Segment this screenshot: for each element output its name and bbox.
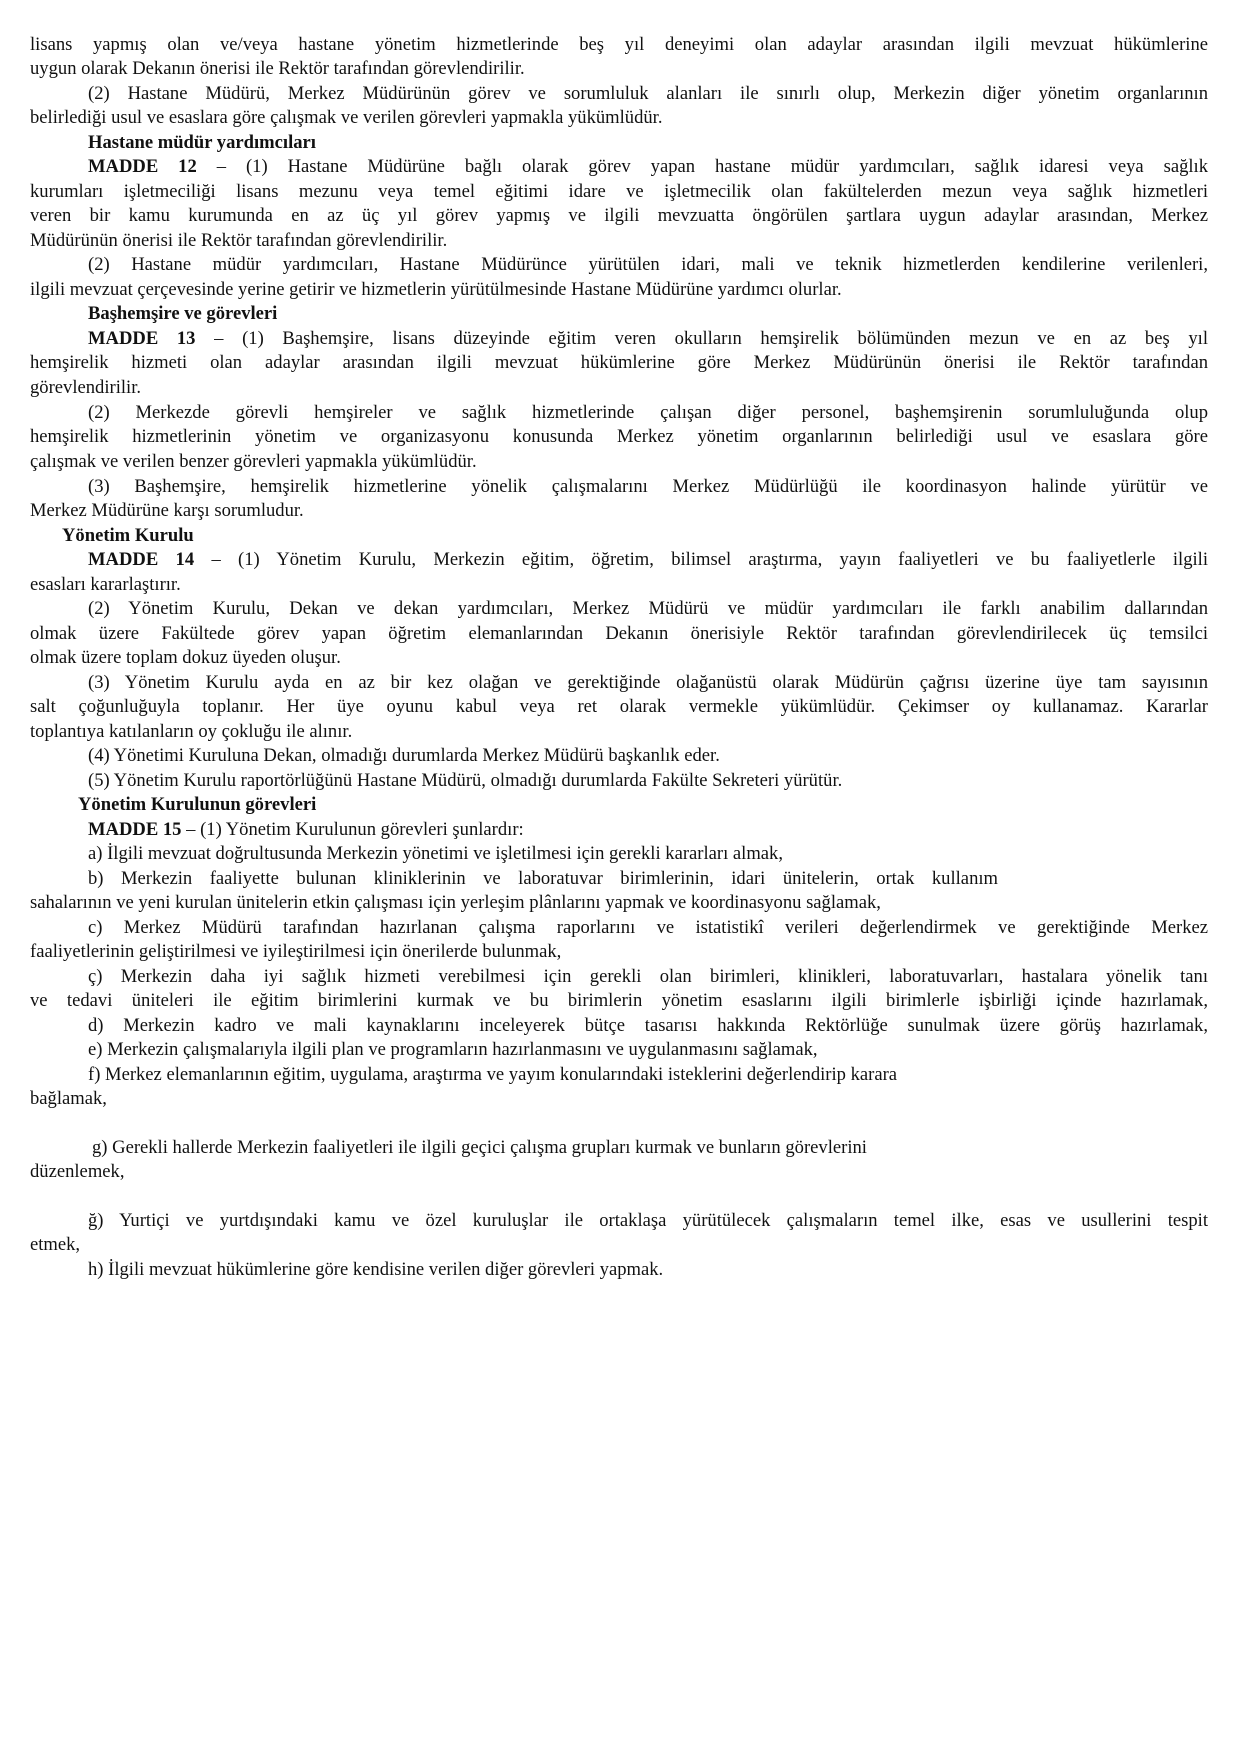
list-item-b: b) Merkezin faaliyette bulunan kliniklerinin ve laboratuvar birimlerinin, idari ünitelerin, ortak kullanım (88, 868, 998, 889)
list-item-d: d) Merkezin kadro ve mali kaynaklarını inceleyerek bütçe tasarısı hakkında Rektörlüğe sunulmak üzere görüş hazırlamak, (88, 1015, 1208, 1036)
paragraph-line: faaliyetlerinin geliştirilmesi ve iyileştirilmesi için önerilerde bulunmak, (30, 941, 562, 962)
paragraph-line: salt çoğunluğuyla toplanır. Her üye oyunu kabul veya ret olarak vermekle yükümlüdür. Çekimser oy kullanamaz. Kararlar (30, 696, 1208, 717)
article-number: MADDE 15 (88, 819, 182, 840)
paragraph-line: Müdürünün önerisi ile Rektör tarafından görevlendirilir. (30, 230, 448, 251)
list-item-c: c) Merkez Müdürü tarafından hazırlanan çalışma raporlarını ve istatistikî verileri değerlendirmek ve gerektiğinde Merkez (88, 917, 1208, 938)
paragraph-line: toplantıya katılanların oy çokluğu ile alınır. (30, 721, 353, 742)
article-text: – (1) Yönetim Kurulu, Merkezin eğitim, öğretim, bilimsel araştırma, yayın faaliyetleri ve bu faaliyetlerle ilgili (194, 549, 1208, 570)
paragraph-line: (5) Yönetim Kurulu raportörlüğünü Hastane Müdürü, olmadığı durumlarda Fakülte Sekreteri yürütür. (88, 770, 843, 791)
paragraph-line: veren bir kamu kurumunda en az üç yıl görev yapmış ve ilgili mevzuatta öngörülen şartlara uygun adaylar arasından, Merkez (30, 205, 1208, 226)
list-item-h: h) İlgili mevzuat hükümlerine göre kendisine verilen diğer görevleri yapmak. (88, 1259, 664, 1280)
article-number: MADDE 14 (88, 549, 195, 570)
paragraph-line: hemşirelik hizmeti olan adaylar arasından ilgili mevzuat hükümlerine göre Merkez Müdürünün önerisi ile Rektör tarafından (30, 352, 1208, 373)
paragraph-line: (4) Yönetimi Kuruluna Dekan, olmadığı durumlarda Merkez Müdürü başkanlık eder. (88, 745, 720, 766)
section-heading: Yönetim Kurulu (62, 525, 194, 546)
paragraph-line: olmak üzere Fakültede görev yapan öğretim elemanlarından Dekanın önerisiyle Rektör tarafından görevlendirilecek üç temsilci (30, 623, 1208, 644)
paragraph-line: (3) Yönetim Kurulu ayda en az bir kez olağan ve gerektiğinde olağanüstü olarak Müdürün çağrısı üzerine üye tam sayısının (88, 672, 1208, 693)
paragraph-line: Merkez Müdürüne karşı sorumludur. (30, 500, 304, 521)
paragraph-line: etmek, (30, 1234, 81, 1255)
list-item-c-cedilla: ç) Merkezin daha iyi sağlık hizmeti verebilmesi için gerekli olan birimleri, klinikleri, laboratuvarları, hastalara yönelik tanı (88, 966, 1208, 987)
paragraph-line: ve tedavi üniteleri ile eğitim birimlerini kurmak ve bu birimlerin yönetim esaslarını ilgili birimlerle işbirliği içinde hazırlamak, (30, 990, 1208, 1011)
paragraph-line: sahalarının ve yeni kurulan ünitelerin etkin çalışması için yerleşim plânlarını yapmak ve koordinasyonu sağlamak, (30, 892, 881, 913)
article-text: – (1) Yönetim Kurulunun görevleri şunlardır: (181, 819, 524, 840)
paragraph-line: bağlamak, (30, 1088, 107, 1109)
article-line (88, 327, 1208, 351)
list-item-g-breve: ğ) Yurtiçi ve yurtdışındaki kamu ve özel kuruluşlar ile ortaklaşa yürütülecek çalışmaların temel ilke, esas ve usullerini tespit (88, 1210, 1208, 1231)
paragraph-line: esasları kararlaştırır. (30, 574, 181, 595)
paragraph-line: (2) Yönetim Kurulu, Dekan ve dekan yardımcıları, Merkez Müdürü ve müdür yardımcıları ile farklı anabilim dallarından (88, 598, 1208, 619)
article-text: – (1) Hastane Müdürüne bağlı olarak görev yapan hastane müdür yardımcıları, sağlık idaresi veya sağlık (196, 156, 1208, 177)
paragraph-line: görevlendirilir. (30, 377, 142, 398)
article-number: MADDE 12 (88, 156, 197, 177)
section-heading: Yönetim Kurulunun görevleri (78, 794, 317, 815)
paragraph-line: (2) Hastane Müdürü, Merkez Müdürünün görev ve sorumluluk alanları ile sınırlı olup, Merkezin diğer yönetim organlarının (88, 83, 1208, 104)
paragraph-line: belirlediği usul ve esaslara göre çalışmak ve verilen görevleri yapmakla yükümlüdür. (30, 107, 663, 128)
list-item-a: a) İlgili mevzuat doğrultusunda Merkezin yönetimi ve işletilmesi için gerekli kararları almak, (88, 843, 783, 864)
article-text: – (1) Başhemşire, lisans düzeyinde eğitim veren okulların hemşirelik bölümünden mezun ve en az beş yıl (195, 328, 1208, 349)
section-heading: Hastane müdür yardımcıları (88, 132, 316, 153)
paragraph-line: (2) Hastane müdür yardımcıları, Hastane Müdürünce yürütülen idari, mali ve teknik hizmetlerden kendilerine verilenleri, (88, 254, 1208, 275)
section-heading: Başhemşire ve görevleri (88, 303, 278, 324)
paragraph-line: kurumları işletmeciliği lisans mezunu veya temel eğitimi idare ve işletmecilik olan fakültelerden mezun veya sağlık hizmetleri (30, 181, 1208, 202)
paragraph-line: hemşirelik hizmetlerinin yönetim ve organizasyonu konusunda Merkez yönetim organlarının belirlediği usul ve esaslara göre (30, 426, 1208, 447)
paragraph-line: çalışmak ve verilen benzer görevleri yapmakla yükümlüdür. (30, 451, 477, 472)
paragraph-line: uygun olarak Dekanın önerisi ile Rektör tarafından görevlendirilir. (30, 58, 525, 79)
list-item-g: g) Gerekli hallerde Merkezin faaliyetleri ile ilgili geçici çalışma grupları kurmak ve bunların görevlerini (92, 1137, 867, 1158)
list-item-f: f) Merkez elemanlarının eğitim, uygulama, araştırma ve yayım konularındaki isteklerini değerlendirip karara (88, 1064, 898, 1085)
paragraph-line: (3) Başhemşire, hemşirelik hizmetlerine yönelik çalışmalarını Merkez Müdürlüğü ile koordinasyon halinde yürütür ve (88, 476, 1208, 497)
paragraph-line: (2) Merkezde görevli hemşireler ve sağlık hizmetlerinde çalışan diğer personel, başhemşirenin sorumluluğunda olup (88, 402, 1208, 423)
article-number: MADDE 13 (88, 328, 196, 349)
paragraph-line: olmak üzere toplam dokuz üyeden oluşur. (30, 647, 341, 668)
article-line (88, 155, 1208, 179)
list-item-e: e) Merkezin çalışmalarıyla ilgili plan ve programların hazırlanmasını ve uygulanmasını sağlamak, (88, 1039, 818, 1060)
paragraph-line: düzenlemek, (30, 1161, 125, 1182)
article-line (88, 818, 524, 842)
article-line (88, 548, 1208, 572)
paragraph-line: ilgili mevzuat çerçevesinde yerine getirir ve hizmetlerin yürütülmesinde Hastane Müdürüne yardımcı olurlar. (30, 279, 842, 300)
paragraph-line: lisans yapmış olan ve/veya hastane yönetim hizmetlerinde beş yıl deneyimi olan adaylar arasından ilgili mevzuat hükümlerine (30, 34, 1208, 55)
